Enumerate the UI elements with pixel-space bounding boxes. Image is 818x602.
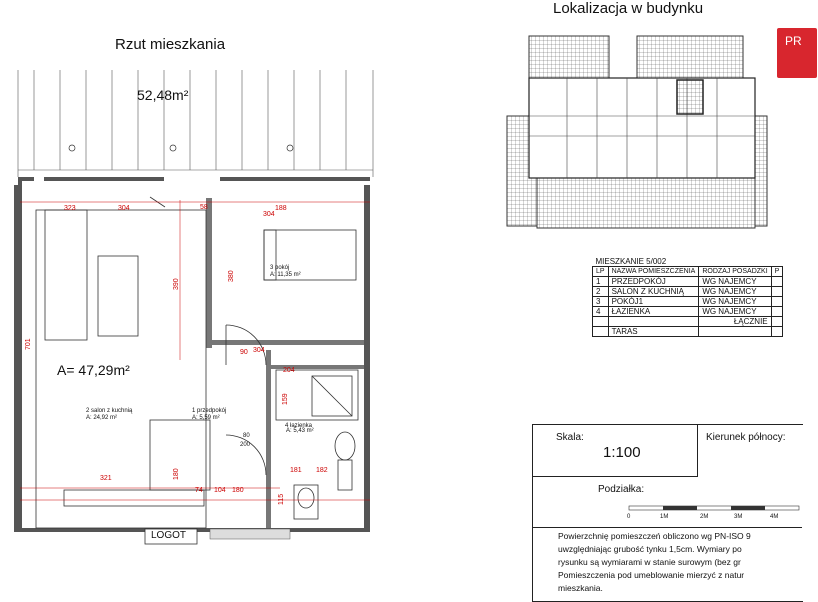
- svg-text:390: 390: [173, 278, 180, 290]
- col-lp: LP: [593, 267, 609, 277]
- cell-floor: WG NAJEMCY: [699, 287, 771, 297]
- room-name: 1 przedpokój: [192, 408, 227, 414]
- room-area: A: 5,59 m²: [192, 415, 220, 421]
- apartment-area: A= 47,29m²: [57, 362, 130, 378]
- svg-text:180: 180: [232, 487, 244, 494]
- svg-text:380: 380: [228, 270, 235, 282]
- col-area: P: [771, 267, 783, 277]
- apartment-floor-plan: [0, 60, 390, 600]
- svg-text:701: 701: [25, 338, 32, 350]
- table-title: MIESZKANIE 5/002: [593, 257, 783, 267]
- divider: [532, 527, 802, 528]
- room-label-bedroom: [270, 265, 301, 279]
- terrace-area: 52,48m²: [137, 87, 189, 103]
- svg-text:200: 200: [240, 442, 251, 448]
- logo-label: LOGOT: [151, 530, 187, 541]
- scalebar: [625, 500, 800, 524]
- room-label-hall: [192, 408, 226, 422]
- svg-text:104: 104: [214, 487, 226, 494]
- room-name: 3 pokój: [270, 265, 290, 271]
- svg-text:58: 58: [200, 204, 208, 211]
- rooms-table: [592, 257, 783, 337]
- cell-floor: WG NAJEMCY: [699, 277, 771, 287]
- cell-name: POKÓJ1: [608, 297, 699, 307]
- north-label: Kierunek północy:: [706, 432, 786, 443]
- svg-text:304: 304: [253, 347, 265, 354]
- building-location-map: [507, 36, 767, 232]
- table-row-total: [593, 317, 783, 327]
- cell-floor: WG NAJEMCY: [699, 297, 771, 307]
- room-label-living: [86, 408, 132, 422]
- cell-lp: 4: [593, 307, 609, 317]
- svg-text:80: 80: [243, 433, 250, 439]
- cell-name: PRZEDPOKÓJ: [608, 277, 699, 287]
- tick-2: 2M: [700, 514, 709, 520]
- svg-text:180: 180: [173, 468, 180, 480]
- scalebar-label: Podziałka:: [598, 484, 645, 495]
- table-row-terrace: [593, 327, 783, 337]
- badge[interactable]: PR: [777, 28, 817, 78]
- col-name: NAZWA POMIESZCZENIA: [608, 267, 699, 277]
- room-area: A: 24,92 m²: [86, 415, 118, 421]
- svg-text:321: 321: [100, 475, 112, 482]
- area-note: Powierzchnię pomieszczeń obliczono wg PN-ISO 9 uwzględniając grubość tynku 1,5cm. Wymiary po rysunku są wymiarami w stanie surowym (bez gr Pomieszczenia pod umeblowanie mierzyć z natur mieszkania.: [558, 531, 751, 593]
- table-row: [593, 297, 783, 307]
- svg-text:159: 159: [282, 393, 289, 405]
- tick-1: 1M: [660, 514, 669, 520]
- cell-lp: 2: [593, 287, 609, 297]
- svg-text:90: 90: [240, 349, 248, 356]
- svg-text:74: 74: [195, 487, 203, 494]
- svg-text:181: 181: [290, 467, 302, 474]
- svg-text:204: 204: [283, 367, 295, 374]
- svg-text:304: 304: [263, 211, 275, 218]
- cell-name: ŁAZIENKA: [608, 307, 699, 317]
- cell-lp: 1: [593, 277, 609, 287]
- location-title: Lokalizacja w budynku: [553, 0, 704, 17]
- svg-text:115: 115: [278, 493, 285, 505]
- scale-label: Skala:: [556, 432, 584, 443]
- svg-text:4 łazienka: 4 łazienka: [285, 423, 313, 429]
- cell-lp: 3: [593, 297, 609, 307]
- cell-name: SALON Z KUCHNIĄ: [608, 287, 699, 297]
- tick-3: 3M: [734, 514, 743, 520]
- svg-text:304: 304: [118, 205, 130, 212]
- svg-text:323: 323: [64, 205, 76, 212]
- room-area: A: 11,35 m²: [270, 272, 301, 278]
- col-floor: RODZAJ POSADZKI: [699, 267, 771, 277]
- tick-0: 0: [627, 514, 631, 520]
- table-row: [593, 287, 783, 297]
- cell-floor: WG NAJEMCY: [699, 307, 771, 317]
- table-row: [593, 307, 783, 317]
- svg-text:182: 182: [316, 467, 328, 474]
- svg-text:188: 188: [275, 205, 287, 212]
- scale-value: 1:100: [603, 444, 641, 461]
- cell-total: ŁĄCZNIE: [699, 317, 771, 327]
- plan-title: Rzut mieszkania: [115, 36, 226, 53]
- room-name: 2 salon z kuchnią: [86, 408, 133, 414]
- room-area: A: 5,43 m²: [286, 428, 314, 434]
- table-row: [593, 277, 783, 287]
- room-label-bathroom: [286, 428, 314, 435]
- tick-4: 4M: [770, 514, 779, 520]
- cell-terrace: TARAS: [608, 327, 699, 337]
